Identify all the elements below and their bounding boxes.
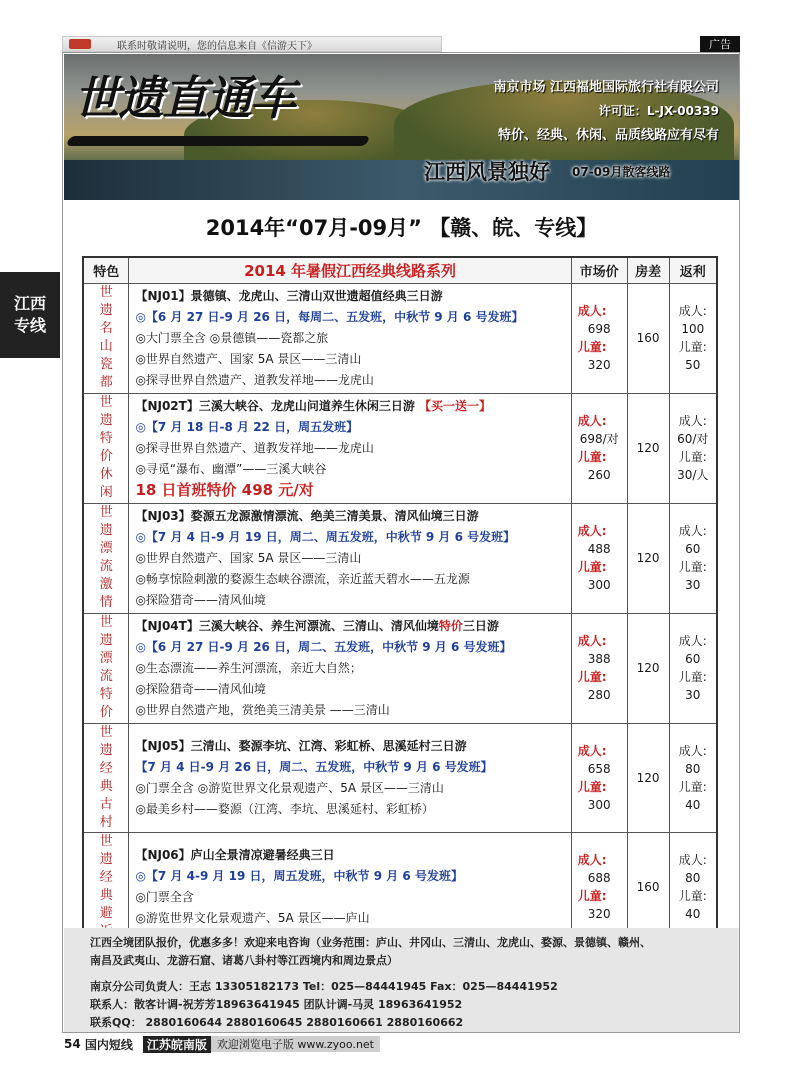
route-promo: 18 日首班特价 498 元/对 (135, 480, 314, 499)
page-headline: 2014年“07月-09月” 【赣、皖、专线】 (205, 216, 598, 240)
header-market: 市场价 (571, 257, 627, 283)
banner-big-title: 江西风景独好 (424, 160, 550, 184)
route-title: 【NJ01】景德镇、龙虎山、三清山双世遗超值经典三日游 (135, 288, 443, 303)
side-tab: 江西专线 (0, 272, 60, 358)
route-line: ◎大门票全含 ◎景德镇——瓷都之旅 (135, 330, 329, 345)
route-line: ◎畅享惊险刺激的婺源生态峡谷漂流，亲近蓝天碧水——五龙源 (135, 571, 470, 586)
footer-edition: 江苏皖南版 (143, 1036, 211, 1053)
child-label: 儿童: (577, 340, 607, 354)
row-route (129, 503, 571, 613)
route-title-tail: 三日游 (462, 618, 499, 633)
route-line: ◎探寻世界自然遗产、道教发祥地——龙虎山 (135, 440, 374, 455)
routes-table (82, 256, 718, 943)
row-feature: 世遗经典古村 (83, 723, 129, 832)
rebate-adult-label: 成人: (678, 304, 707, 318)
row-room: 120 (627, 613, 669, 723)
rebate-child: 40 (685, 797, 701, 812)
banner-company: 南京市场 江西福地国际旅行社有限公司 (493, 80, 719, 95)
route-schedule: ◎【7 月 4 日-9 月 19 日，周二、周五发班，中秋节 9 月 6 号发班】 (135, 529, 516, 544)
row-route (129, 283, 571, 393)
rebate-adult: 60/对 (677, 432, 709, 446)
header-series: 2014 年暑假江西经典线路系列 (129, 257, 571, 283)
route-line: ◎游览世界文化景观遗产、5A 景区——庐山 (135, 910, 370, 925)
table-row (83, 393, 717, 503)
rebate-child: 40 (685, 906, 701, 921)
adult-label: 成人: (577, 743, 607, 758)
row-market (571, 393, 627, 503)
row-rebate (669, 393, 717, 503)
rebate-adult-label: 成人: (678, 634, 707, 648)
adult-label: 成人: (577, 304, 607, 318)
header-feature: 特色 (83, 257, 129, 283)
row-market (571, 283, 627, 393)
row-room: 120 (627, 393, 669, 503)
table-row (83, 832, 717, 942)
contact-manager: 南京分公司负责人：王志 13305182173 Tel：025—84441945 Fax：025—84441952 (90, 980, 558, 993)
route-line: ◎探险猎奇——清风仙境 (135, 681, 266, 696)
adult-label: 成人: (577, 852, 607, 867)
row-route (129, 832, 571, 942)
route-schedule: ◎【6 月 27 日-9 月 26 日，周二、五发班，中秋节 9 月 6 号发班】 (135, 639, 512, 654)
route-title-extra: 特价 (438, 618, 463, 633)
table-row (83, 613, 717, 723)
header-room: 房差 (627, 257, 669, 283)
row-route (129, 723, 571, 832)
rebate-adult: 60 (685, 652, 701, 666)
banner-license: 许可证：L-JX-00339 (598, 104, 719, 118)
header-rebate: 返利 (669, 257, 717, 283)
row-rebate (669, 613, 717, 723)
info-line-2: 南昌及武夷山、龙游石窟、诸葛八卦村等江西境内和周边景点） (90, 954, 398, 967)
row-market (571, 503, 627, 613)
child-label: 儿童: (577, 670, 607, 684)
route-line: ◎寻觅“瀑布、幽潭”——三溪大峡谷 (135, 461, 327, 476)
table-header-row (83, 257, 717, 283)
row-rebate (669, 723, 717, 832)
publisher-logo-icon (69, 39, 91, 49)
rebate-child: 30/人 (677, 468, 709, 482)
child-price: 300 (587, 578, 611, 592)
adult-price: 488 (587, 542, 611, 556)
table-row (83, 723, 717, 832)
row-market (571, 613, 627, 723)
route-line: ◎最美乡村——婺源（江湾、李坑、思溪延村、彩虹桥） (135, 801, 434, 816)
route-line: ◎门票全含 ◎游览世界文化景观遗产、5A 景区——三清山 (135, 780, 444, 795)
row-feature: 世遗特价休闲 (83, 393, 129, 503)
row-room: 160 (627, 283, 669, 393)
route-line: ◎世界自然遗产、国家 5A 景区——三清山 (135, 550, 362, 565)
info-line-1: 江西全境团队报价，优惠多多！欢迎来电咨询（业务范围：庐山、井冈山、三清山、龙虎山、婺源、景德镇、赣州、 (90, 936, 651, 949)
ad-tag: 广告 (700, 36, 740, 52)
footer-site: 欢迎浏览电子版 www.zyoo.net (211, 1036, 380, 1052)
route-title-extra: 【买一送一】 (419, 398, 492, 413)
contact-persons: 联系人：散客计调-祝芳芳18963641945 团队计调-马灵 18963641952 (90, 998, 463, 1011)
route-line: ◎世界自然遗产地，赏绝美三清美景 ——三清山 (135, 702, 390, 717)
rebate-child-label: 儿童: (678, 340, 707, 354)
route-line: ◎世界自然遗产、国家 5A 景区——三清山 (135, 351, 362, 366)
adult-label: 成人: (577, 414, 607, 428)
rebate-child-label: 儿童: (678, 779, 707, 794)
rebate-adult: 60 (685, 542, 701, 556)
child-price: 320 (587, 358, 611, 372)
row-route (129, 393, 571, 503)
child-price: 320 (587, 906, 611, 921)
rebate-child: 30 (685, 688, 701, 702)
row-market (571, 723, 627, 832)
route-title-wrap (135, 396, 564, 417)
adult-price: 688 (587, 870, 611, 885)
banner-logo: 世遗直通车 (74, 71, 294, 125)
row-route (129, 613, 571, 723)
rebate-adult: 100 (681, 322, 705, 336)
child-label: 儿童: (577, 779, 607, 794)
page-number: 54 (64, 1037, 81, 1051)
route-line: ◎生态漂流——养生河漂流，亲近大自然； (135, 660, 362, 675)
adult-label: 成人: (577, 634, 607, 648)
rebate-child-label: 儿童: (678, 560, 707, 574)
row-rebate (669, 832, 717, 942)
row-room: 120 (627, 503, 669, 613)
adult-price: 388 (587, 652, 611, 666)
child-price: 280 (587, 688, 611, 702)
route-title: 【NJ05】三清山、婺源李坑、江湾、彩虹桥、思溪延村三日游 (135, 738, 467, 753)
route-title-wrap (135, 616, 564, 637)
row-feature: 世遗漂流特价 (83, 613, 129, 723)
contacts (90, 978, 713, 1032)
banner-swoosh (66, 136, 371, 146)
adult-label: 成人: (577, 524, 607, 538)
row-market (571, 832, 627, 942)
child-label: 儿童: (577, 560, 607, 574)
adult-price: 698/对 (579, 432, 619, 446)
row-feature: 世遗经典避 (83, 832, 129, 942)
adult-price: 658 (587, 761, 611, 776)
child-label: 儿童: (577, 450, 607, 464)
top-strip-text: 联系时敬请说明，您的信息来自《信游天下》 (117, 40, 317, 52)
rebate-adult-label: 成人: (678, 524, 707, 538)
route-title: 【NJ03】婺源五龙源激情漂流、绝美三清美景、清风仙境三日游 (135, 508, 479, 523)
top-strip (62, 36, 442, 52)
row-rebate (669, 503, 717, 613)
banner-subtitle: 07-09月散客线路 (572, 165, 671, 179)
row-room: 160 (627, 832, 669, 942)
contact-qq: 联系QQ： 2880160644 2880160645 2880160661 2880160662 (90, 1016, 464, 1029)
route-title: 【NJ02T】三溪大峡谷、龙虎山问道养生休闲三日游 (135, 398, 415, 413)
rebate-adult-label: 成人: (678, 743, 707, 758)
rebate-child-label: 儿童: (678, 450, 707, 464)
child-label: 儿童: (577, 888, 607, 903)
row-room: 120 (627, 723, 669, 832)
row-feature: 世遗名山瓷都 (83, 283, 129, 393)
child-price: 300 (587, 797, 611, 812)
route-schedule: ◎【7 月 18 日-8 月 22 日，周五发班】 (135, 419, 359, 434)
rebate-child: 30 (685, 578, 701, 592)
rebate-adult: 80 (685, 870, 701, 885)
info-box (64, 928, 739, 1032)
row-feature: 世遗漂流激情 (83, 503, 129, 613)
child-price: 260 (587, 468, 611, 482)
table-row (83, 283, 717, 393)
route-schedule: ◎【6 月 27 日-9 月 26 日，每周二、五发班，中秋节 9 月 6 号发班】 (135, 309, 524, 324)
rebate-child-label: 儿童: (678, 670, 707, 684)
footer-section: 国内短线 (84, 1037, 133, 1052)
route-schedule: 【7 月 4 日-9 月 26 日，周二、五发班，中秋节 9 月 6 号发班】 (135, 759, 493, 774)
route-schedule: ◎【7 月 4-9 月 19 日，周五发班，中秋节 9 月 6 号发班】 (135, 868, 463, 883)
route-title: 【NJ04T】三溪大峡谷、养生河漂流、三清山、清风仙境 (135, 618, 439, 633)
table-row (83, 503, 717, 613)
banner-slogan: 特价、经典、休闲、品质线路应有尽有 (497, 128, 719, 143)
adult-price: 698 (587, 322, 611, 336)
route-line: ◎探寻世界自然遗产、道教发祥地——龙虎山 (135, 372, 374, 387)
row-rebate (669, 283, 717, 393)
banner (64, 54, 739, 200)
route-title: 【NJ06】庐山全景清凉避暑经典三日 (135, 847, 335, 862)
rebate-adult-label: 成人: (678, 852, 707, 867)
rebate-child-label: 儿童: (678, 888, 707, 903)
footer (64, 1036, 380, 1052)
rebate-child: 50 (685, 358, 701, 372)
route-line: ◎探险猎奇——清风仙境 (135, 592, 266, 607)
rebate-adult: 80 (685, 761, 701, 776)
rebate-adult-label: 成人: (678, 414, 707, 428)
route-line: ◎门票全含 (135, 889, 194, 904)
